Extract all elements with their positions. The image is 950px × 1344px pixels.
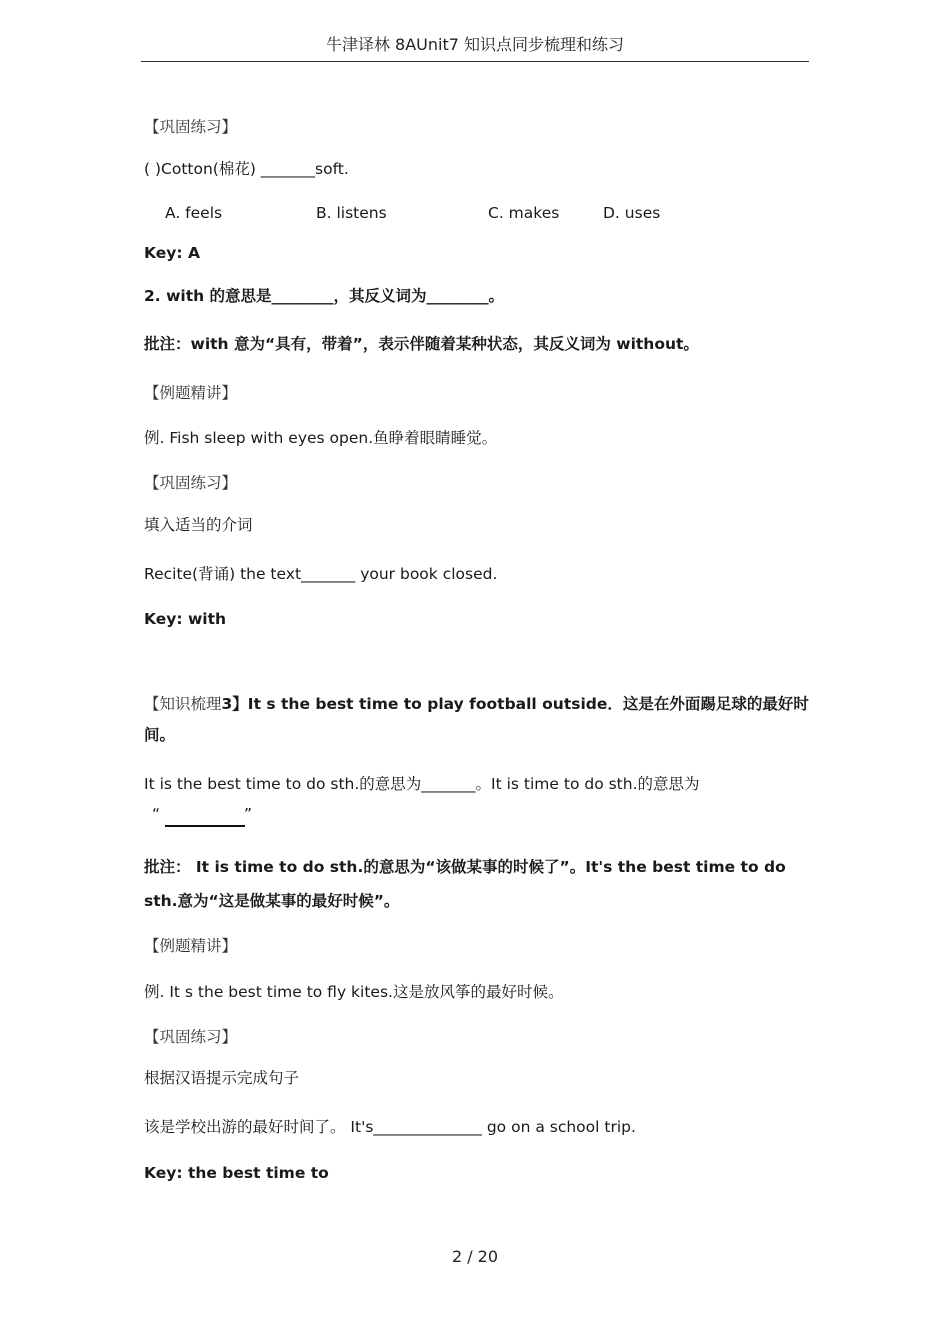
- knowledge-3-tag: 【知识梳理: [144, 695, 222, 713]
- item-3-close-quote: ”: [244, 805, 253, 823]
- knowledge-3-statement: 3】It s the best time to play football outside．这是在外面踢足球的最好时间。: [144, 695, 809, 744]
- example-2-text: 例. Fish sleep with eyes open.鱼睁着眼睛睡觉。: [144, 429, 498, 447]
- knowledge-3-heading: [144, 689, 809, 751]
- page-header-title: 牛津译林 8AUnit7 知识点同步梳理和练习: [325, 35, 625, 54]
- answer-key-3: Key: the best time to: [144, 1164, 329, 1182]
- practice-3-instruction: 根据汉语提示完成句子: [144, 1069, 300, 1087]
- practice-3-stem: 该是学校出游的最好时间了。 It's______________ go on a school trip.: [144, 1118, 636, 1136]
- practice-heading-1: 【巩固练习】: [144, 118, 238, 136]
- option-c: C. makes: [488, 204, 560, 222]
- question-1-stem: ( )Cotton(棉花) _______soft.: [144, 160, 349, 178]
- item-2-note: 批注：with 意为“具有，带着”，表示伴随着某种状态，其反义词为 without。: [144, 335, 699, 353]
- example-heading-2: 【例题精讲】: [144, 384, 238, 402]
- option-d: D. uses: [603, 204, 661, 222]
- item-2-question: 2. with 的意思是________，其反义词为________。: [144, 287, 505, 305]
- practice-heading-3: 【巩固练习】: [144, 1028, 238, 1046]
- answer-key-2: Key: with: [144, 610, 227, 628]
- practice-2-instruction: 填入适当的介词: [144, 516, 253, 534]
- practice-2-stem: Recite(背诵) the text_______ your book closed.: [144, 565, 498, 583]
- answer-key-1: Key: A: [144, 244, 200, 262]
- header-divider: [141, 61, 809, 62]
- item-3-question: It is the best time to do sth.的意思为_______。It is time to do sth.的意思为: [144, 775, 700, 793]
- item-3-note: 批注： It is time to do sth.的意思为“该做某事的时候了”。It's the best time to do sth.意为“这是做某事的最好时候”。: [144, 858, 786, 910]
- item-3-answer-blank: [165, 825, 245, 827]
- option-b: B. listens: [316, 204, 387, 222]
- page-number: 2 / 20: [451, 1247, 499, 1266]
- practice-heading-2: 【巩固练习】: [144, 474, 238, 492]
- item-3-open-quote: “: [152, 805, 161, 823]
- option-a: A. feels: [165, 204, 223, 222]
- example-heading-3: 【例题精讲】: [144, 937, 238, 955]
- example-3-text: 例. It s the best time to fly kites.这是放风筝的最好时候。: [144, 983, 564, 1001]
